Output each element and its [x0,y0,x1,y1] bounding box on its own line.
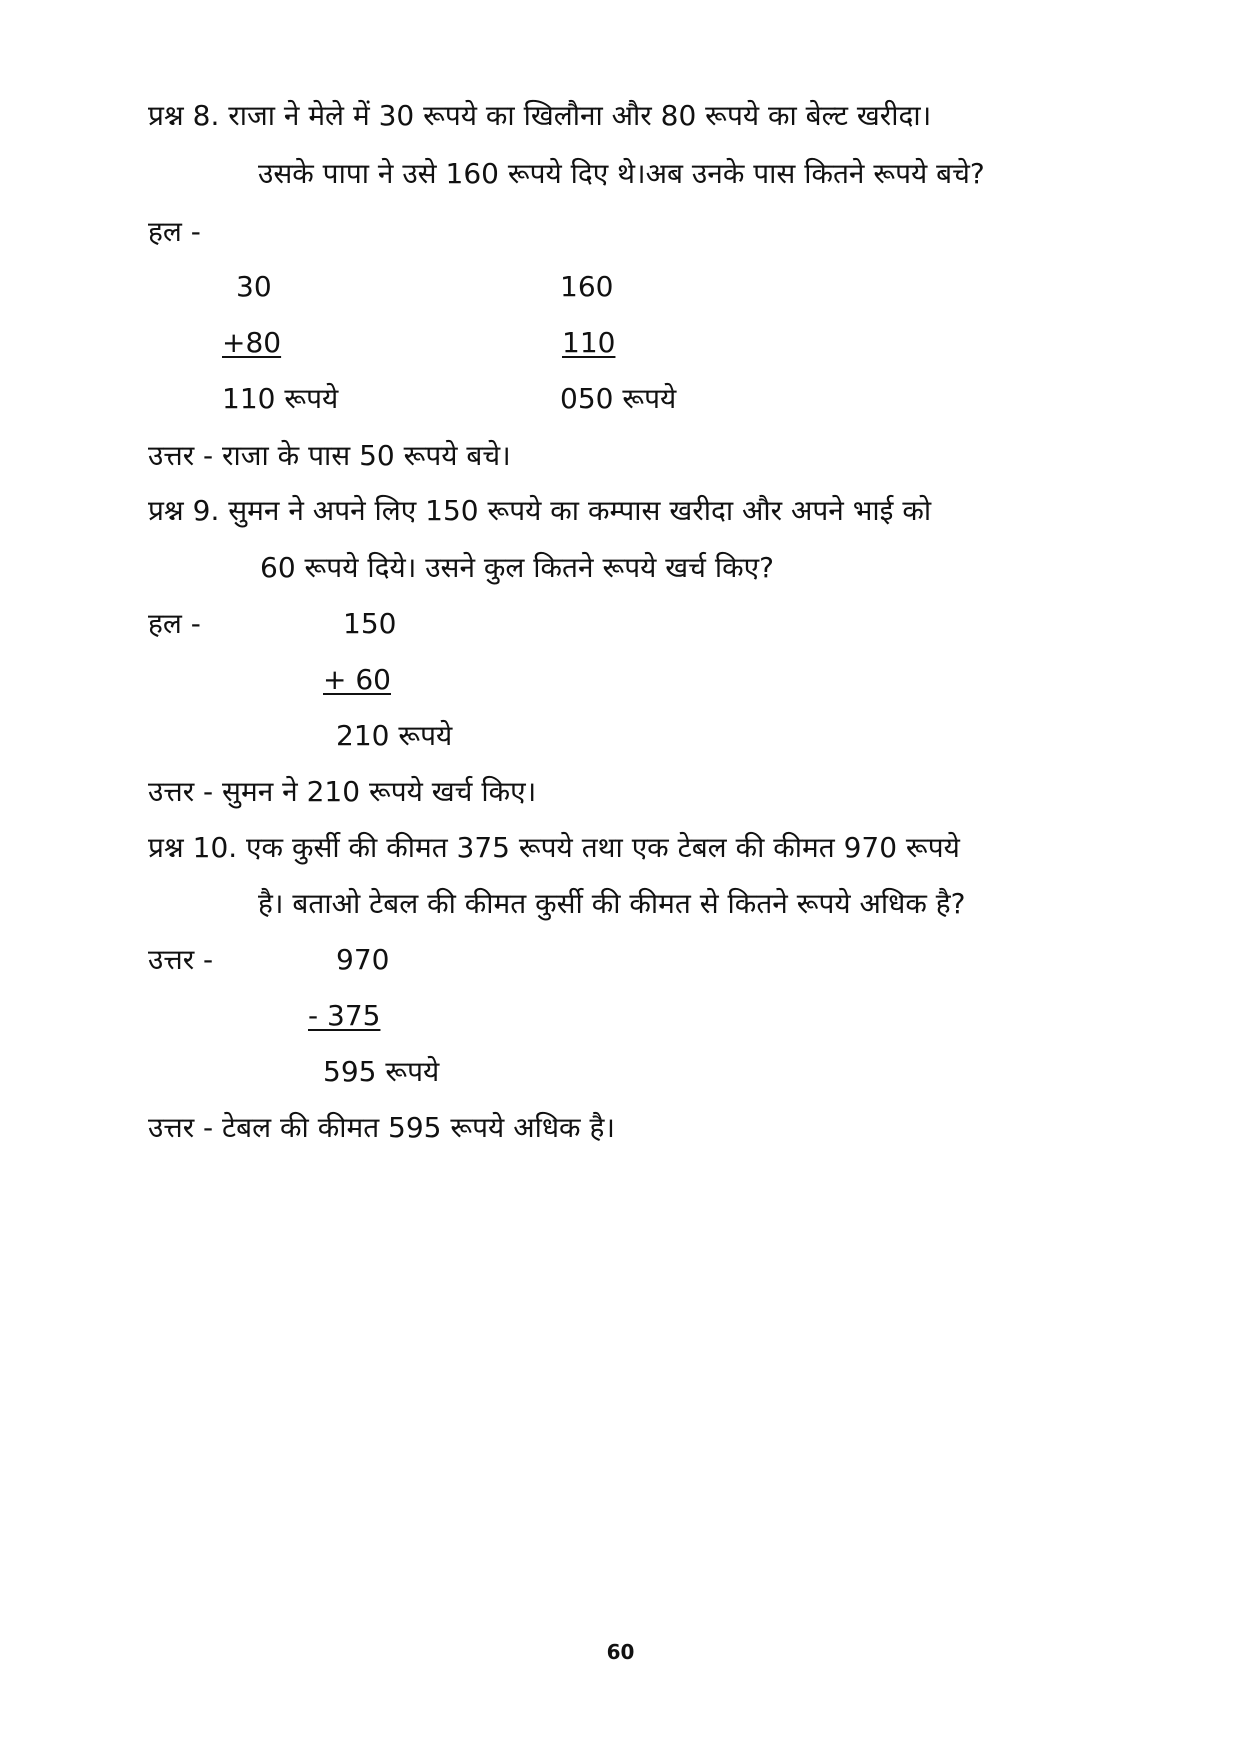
q8-minuend: 160 [560,270,614,303]
q9-solution-label: हल - [148,607,201,640]
q8-addend-2: +80 [222,326,282,359]
q8-question-line-1: प्रश्न 8. राजा ने मेले में 30 रूपये का खिलौना और 80 रूपये का बेल्ट खरीदा। [148,99,932,132]
q10-answer: उत्तर - टेबल की कीमत 595 रूपये अधिक है। [148,1111,615,1144]
q8-solution-label: हल - [148,215,201,248]
q10-minuend: 970 [336,943,390,976]
q10-question-line-1: प्रश्न 10. एक कुर्सी की कीमत 375 रूपये तथा एक टेबल की कीमत 970 रूपये [148,831,960,864]
q8-difference: 050 रूपये [560,382,677,415]
q8-addend-1: 30 [236,270,272,303]
q8-question-line-2: उसके पापा ने उसे 160 रूपये दिए थे।अब उनके पास कितने रूपये बचे? [258,157,985,190]
q8-sum: 110 रूपये [222,382,339,415]
page-number: 60 [606,1640,635,1664]
q8-answer: उत्तर - राजा के पास 50 रूपये बचे। [148,439,511,472]
q9-question-line-2: 60 रूपये दिये। उसने कुल कितने रूपये खर्च किए? [260,551,774,584]
q10-question-line-2: है। बताओ टेबल की कीमत कुर्सी की कीमत से कितने रूपये अधिक है? [258,887,966,920]
q10-difference: 595 रूपये [323,1055,440,1088]
q9-sum: 210 रूपये [336,719,453,752]
q10-solution-label: उत्तर - [148,943,214,976]
q9-addend-1: 150 [343,607,397,640]
q9-question-line-1: प्रश्न 9. सुमन ने अपने लिए 150 रूपये का कम्पास खरीदा और अपने भाई को [148,494,932,527]
q10-subtrahend: - 375 [308,999,381,1032]
q9-answer: उत्तर - सुमन ने 210 रूपये खर्च किए। [148,775,537,808]
q9-addend-2: + 60 [323,663,391,696]
q8-subtrahend: 110 [562,326,616,359]
